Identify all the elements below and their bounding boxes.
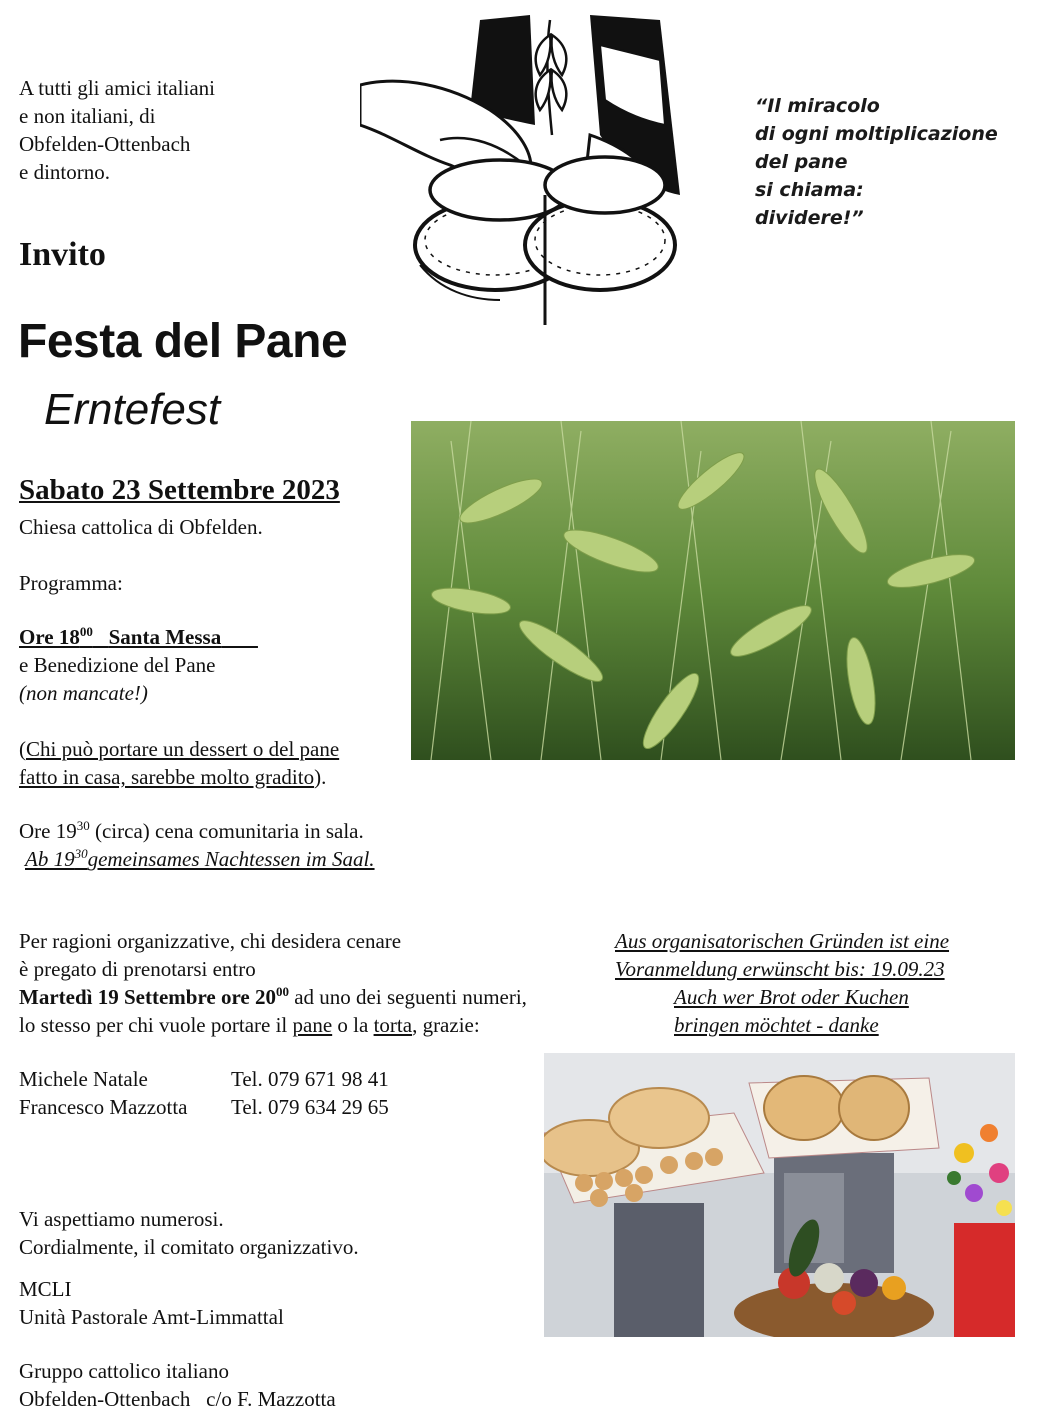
reserve-deadline: Martedì 19 Settembre ore 20 <box>19 985 276 1009</box>
org-line: MCLI <box>19 1277 72 1301</box>
reserve-deadline-rest: ad uno dei seguenti numeri, <box>288 985 527 1009</box>
intro-line: A tutti gli amici italiani <box>19 76 215 100</box>
reserve-bring-c: , grazie: <box>412 1013 480 1037</box>
bring-open: ( <box>19 737 26 761</box>
invite-heading: Invito <box>19 236 106 273</box>
reserve-de-text: Auch wer Brot oder Kuchen <box>674 985 909 1009</box>
bread-harvest-svg <box>544 1053 1015 1337</box>
program-label: Programma: <box>19 571 123 595</box>
quote-line: di ogni moltiplicazione <box>755 123 998 145</box>
reserve-deadline-sup: 00 <box>275 984 289 999</box>
reserve-de-text: Aus organisatorischen Gründen ist eine <box>615 929 950 953</box>
bread-quote <box>755 92 998 232</box>
dinner-line-de <box>19 845 375 873</box>
bread-sketch-illustration <box>360 15 732 330</box>
page-subtitle: Erntefest <box>44 385 221 434</box>
mass-title: Santa Messa <box>108 625 222 649</box>
dinner-de-time: Ab 19 <box>25 847 75 871</box>
reserve-it-bring <box>19 1011 527 1039</box>
reserve-de-text: bringen möchtet - danke <box>674 1013 879 1037</box>
contact-name: Francesco Mazzotta <box>19 1095 188 1119</box>
reserve-de-line <box>615 1011 949 1039</box>
group-line: Obfelden-Ottenbach c/o F. Mazzotta <box>19 1387 336 1411</box>
closing-line: Vi aspettiamo numerosi. <box>19 1207 224 1231</box>
group-line: Gruppo cattolico italiano <box>19 1359 229 1383</box>
contacts-list <box>19 1065 389 1121</box>
reservation-italian <box>19 927 527 1039</box>
dinner-time: Ore 19 <box>19 819 77 843</box>
contact-name: Michele Natale <box>19 1067 148 1091</box>
contact-row <box>19 1065 389 1093</box>
bring-close: ). <box>314 765 327 789</box>
bring-text-2: fatto in casa, sarebbe molto gradito <box>19 765 315 789</box>
dinner-time-sup: 30 <box>76 818 90 833</box>
dinner-line-it <box>19 817 375 845</box>
reserve-torta: torta <box>373 1013 413 1037</box>
mass-time-sup: 00 <box>79 624 93 639</box>
group-signature <box>19 1357 336 1413</box>
bring-line-2 <box>19 763 339 791</box>
org-line: Unità Pastorale Amt-Limmattal <box>19 1305 284 1329</box>
closing-line: Cordialmente, il comitato organizzativo. <box>19 1235 359 1259</box>
dinner-de-text: gemeinsames Nachtessen im Saal. <box>87 847 375 871</box>
mass-time: Ore 18 <box>19 625 80 649</box>
contact-phone: Tel. 079 671 98 41 <box>231 1067 389 1091</box>
contact-row <box>19 1093 389 1121</box>
page-title: Festa del Pane <box>18 315 348 368</box>
mass-note: (non mancate!) <box>19 681 148 705</box>
quote-line: del pane <box>755 151 848 173</box>
reserve-de-line <box>615 983 949 1011</box>
reserve-it-deadline <box>19 983 527 1011</box>
bring-dessert-note <box>19 735 339 791</box>
mass-blessing: e Benedizione del Pane <box>19 653 216 677</box>
mass-title-line <box>19 623 258 651</box>
reserve-pane: pane <box>292 1013 333 1037</box>
dinner-de-time-sup: 30 <box>74 846 88 861</box>
barley-field-svg <box>411 421 1015 760</box>
closing-text <box>19 1205 359 1261</box>
organization <box>19 1275 284 1331</box>
intro-line: Obfelden-Ottenbach <box>19 132 191 156</box>
event-date: Sabato 23 Settembre 2023 <box>19 474 340 506</box>
bread-sketch-svg <box>360 15 732 330</box>
quote-line: si chiama: <box>755 179 864 201</box>
bring-line-1 <box>19 735 339 763</box>
reservation-german <box>615 927 949 1039</box>
quote-line: “Il miracolo <box>755 95 880 117</box>
mass-section <box>19 623 258 707</box>
reserve-it-line: è pregato di prenotarsi entro <box>19 957 256 981</box>
intro-line: e dintorno. <box>19 160 110 184</box>
reserve-bring-a: lo stesso per chi vuole portare il <box>19 1013 293 1037</box>
bread-harvest-photo <box>544 1053 1015 1337</box>
dinner-text: (circa) cena comunitaria in sala. <box>89 819 364 843</box>
contact-phone: Tel. 079 634 29 65 <box>231 1095 389 1119</box>
intro-greeting <box>19 74 339 186</box>
barley-field-photo <box>411 421 1015 760</box>
event-place: Chiesa cattolica di Obfelden. <box>19 515 263 539</box>
reserve-de-text: Voranmeldung erwünscht bis: 19.09.23 <box>615 957 945 981</box>
dinner-section <box>19 817 375 873</box>
bring-text-1: Chi può portare un dessert o del pane <box>26 737 340 761</box>
reserve-de-line <box>615 955 949 983</box>
reserve-bring-b: o la <box>332 1013 374 1037</box>
intro-line: e non italiani, di <box>19 104 156 128</box>
reserve-it-line: Per ragioni organizzative, chi desidera cenare <box>19 929 402 953</box>
reserve-de-line <box>615 927 949 955</box>
quote-line: dividere!” <box>755 207 864 229</box>
